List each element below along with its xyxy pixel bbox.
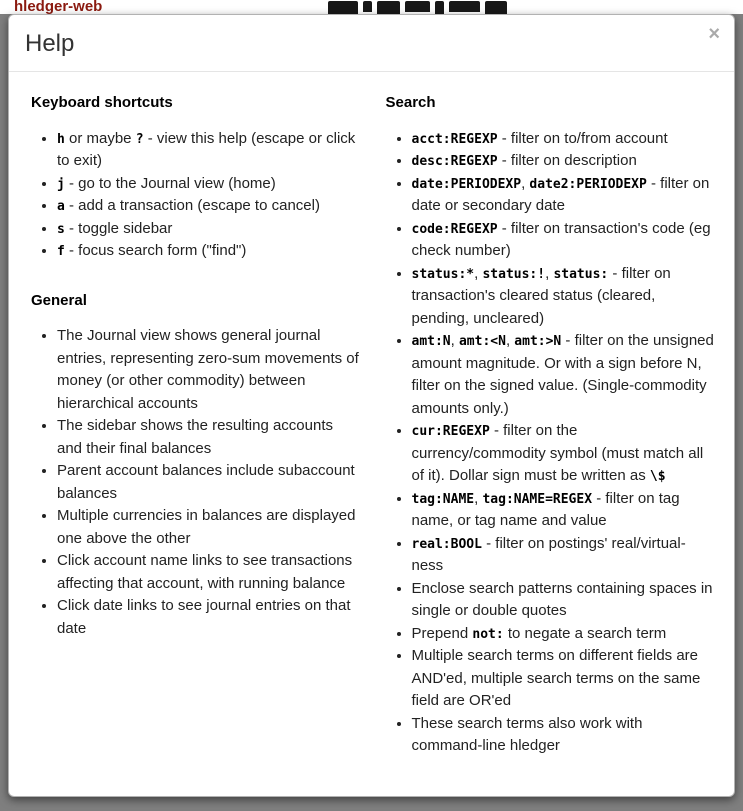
modal-header — [9, 15, 734, 72]
inline-code: j — [57, 176, 65, 192]
inline-code: h — [57, 131, 65, 147]
inline-code: date:PERIODEXP — [411, 176, 522, 192]
text-segment: Prepend — [411, 624, 473, 642]
help-list-item — [412, 420, 715, 488]
inline-code: s — [57, 221, 65, 237]
inline-code: tag:NAME=REGEX — [482, 491, 593, 507]
help-list-item — [412, 128, 715, 151]
inline-code: status:* — [411, 266, 475, 282]
help-list-item — [412, 218, 715, 263]
inline-code: amt:>N — [514, 334, 562, 349]
occluded-heading-fragment — [435, 1, 444, 14]
text-segment: Multiple currencies in balances are displayed one above the other — [57, 507, 356, 547]
text-segment: , — [521, 174, 530, 192]
occluded-heading-fragment — [328, 1, 358, 14]
occluded-heading-fragment — [363, 1, 372, 12]
text-segment: - filter on the unsigned amount magnitude. Or with a sign before N, filter on the signed value. (Single-commodity amounts only.) — [411, 332, 714, 417]
occluded-heading-fragment — [485, 1, 507, 14]
help-list-item — [57, 195, 360, 218]
inline-code: not: — [472, 626, 504, 642]
text-segment: Click account name links to see transactions affecting that account, with running balance — [57, 552, 353, 592]
text-segment: - filter on tag name, or tag name and value — [411, 489, 680, 529]
text-segment: The Journal view shows general journal entries, representing zero-sum movements of money (or other commodity) between hierarchical accounts — [57, 327, 359, 412]
keyboard-shortcuts-list — [31, 128, 360, 263]
text-segment: - filter on the currency/commodity symbol (must match all of it). Dollar sign must be written as — [411, 422, 704, 484]
help-list-item — [57, 240, 360, 263]
text-segment: These search terms also work with command-line hledger — [411, 714, 643, 754]
text-segment: , — [545, 264, 554, 282]
help-list-item — [57, 325, 360, 415]
occluded-heading-fragment — [377, 1, 400, 14]
help-list-item — [412, 150, 715, 173]
inline-code: real:BOOL — [411, 536, 482, 552]
close-icon[interactable]: × — [708, 23, 720, 45]
text-segment: - filter on transaction's code (eg check number) — [411, 219, 711, 259]
left-column — [31, 92, 360, 758]
text-segment: , — [505, 332, 515, 349]
page-top-strip — [0, 0, 743, 14]
text-segment: - filter on transaction's cleared status (cleared, pending, uncleared) — [411, 264, 671, 327]
general-list — [31, 325, 360, 640]
help-list-item — [412, 713, 715, 758]
inline-code: ? — [135, 131, 144, 147]
help-list-item — [412, 645, 715, 713]
help-list-item — [57, 505, 360, 550]
text-segment: , — [474, 264, 483, 282]
keyboard-shortcuts-heading: Keyboard shortcuts — [31, 94, 173, 111]
inline-code: date2:PERIODEXP — [529, 176, 647, 192]
text-segment: - filter on to/from account — [497, 129, 668, 147]
text-segment: - filter on description — [497, 152, 637, 169]
text-segment: - focus search form ("find") — [64, 242, 247, 259]
text-segment: or maybe — [64, 129, 136, 147]
text-segment: The sidebar shows the resulting accounts and their final balances — [57, 417, 333, 457]
inline-code: status: — [553, 266, 609, 282]
brand-link[interactable]: hledger-web — [14, 0, 103, 14]
inline-code: code:REGEXP — [411, 221, 498, 237]
help-list-item — [412, 263, 715, 331]
help-list-item — [412, 173, 715, 218]
help-list-item — [412, 578, 715, 623]
text-segment: Click date links to see journal entries on that date — [57, 597, 351, 637]
inline-code: desc:REGEXP — [411, 154, 498, 169]
help-list-item — [412, 488, 715, 533]
text-segment: , — [474, 489, 483, 507]
text-segment: - go to the Journal view (home) — [64, 174, 276, 192]
help-list-item — [412, 533, 715, 578]
text-segment: to negate a search term — [503, 624, 667, 642]
help-list-item — [57, 415, 360, 460]
help-list-item — [57, 460, 360, 505]
text-segment: - add a transaction (escape to cancel) — [64, 197, 320, 214]
general-heading: General — [31, 291, 87, 309]
occluded-heading-fragment — [405, 1, 430, 12]
text-segment: - toggle sidebar — [64, 219, 173, 237]
text-segment: - filter on date or secondary date — [411, 174, 710, 214]
occluded-heading-fragment — [449, 1, 480, 12]
occluded-page-heading — [328, 1, 507, 14]
search-list — [386, 128, 715, 758]
help-list-item — [57, 173, 360, 196]
inline-code: status:! — [482, 266, 546, 282]
help-list-item — [412, 623, 715, 646]
search-heading: Search — [385, 94, 436, 111]
inline-code: amt:N — [411, 334, 451, 349]
inline-code: amt:<N — [458, 334, 506, 349]
text-segment: Enclose search patterns containing spaces in single or double quotes — [411, 579, 713, 619]
text-segment: Parent account balances include subaccount balances — [57, 462, 355, 502]
inline-code: a — [57, 199, 65, 214]
text-segment: - view this help (escape or click to exit) — [57, 129, 356, 169]
text-segment: , — [450, 332, 459, 349]
text-segment: - filter on postings' real/virtual-ness — [411, 534, 686, 574]
inline-code: f — [57, 244, 65, 259]
right-column — [386, 92, 715, 758]
text-segment: Multiple search terms on different fields are AND'ed, multiple search terms on the same field are OR'ed — [411, 647, 701, 709]
help-list-item — [57, 218, 360, 241]
modal-title: Help — [25, 30, 75, 57]
inline-code: tag:NAME — [411, 491, 475, 507]
modal-body — [9, 72, 734, 774]
inline-code: acct:REGEXP — [411, 131, 498, 147]
inline-code: cur:REGEXP — [411, 424, 490, 439]
help-list-item — [57, 595, 360, 640]
help-list-item — [57, 128, 360, 173]
inline-code: \$ — [649, 469, 666, 484]
help-list-item — [57, 550, 360, 595]
help-list-item — [412, 330, 715, 420]
help-modal — [8, 14, 735, 797]
